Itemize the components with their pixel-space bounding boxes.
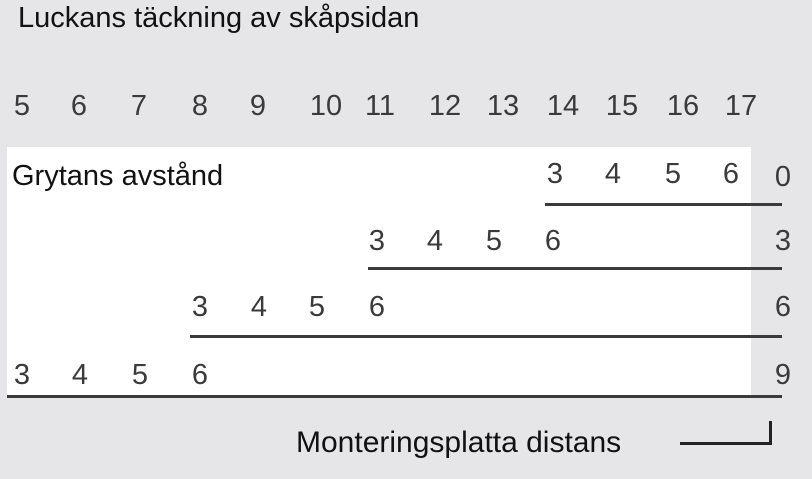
row-number: 3 xyxy=(546,158,564,190)
coverage-line xyxy=(7,395,782,398)
scale-number: 6 xyxy=(70,90,88,122)
row-number: 5 xyxy=(485,225,503,257)
row-number: 6 xyxy=(544,225,562,257)
scale-number: 11 xyxy=(364,90,396,122)
distance-value: 6 xyxy=(774,291,791,323)
scale-number: 16 xyxy=(666,90,700,122)
scale-number: 14 xyxy=(546,90,580,122)
row-number: 4 xyxy=(71,359,89,391)
coverage-line xyxy=(368,267,782,270)
scale-number: 17 xyxy=(724,90,758,122)
scale-number: 7 xyxy=(130,90,148,122)
scale-number: 10 xyxy=(309,90,343,122)
mounting-plate-distance-label: Monteringsplatta distans xyxy=(296,426,622,459)
row-number: 4 xyxy=(604,158,622,190)
row-number: 4 xyxy=(250,291,268,323)
scale-number: 9 xyxy=(249,90,267,122)
row-number: 4 xyxy=(426,225,444,257)
row-number: 6 xyxy=(191,359,209,391)
scale-number: 5 xyxy=(13,90,31,122)
scale-number: 12 xyxy=(428,90,462,122)
bracket-line xyxy=(769,421,772,445)
coverage-line xyxy=(190,335,782,338)
distance-value: 3 xyxy=(774,225,791,257)
scale-number: 13 xyxy=(486,90,520,122)
scale-number: 15 xyxy=(605,90,639,122)
row-number: 3 xyxy=(368,225,386,257)
row-number: 6 xyxy=(722,158,740,190)
row-number: 5 xyxy=(131,359,149,391)
row-number: 3 xyxy=(191,291,209,323)
pot-distance-label: Grytans avstånd xyxy=(12,160,224,192)
cabinet-side-coverage-title: Luckans täckning av skåpsidan xyxy=(18,2,420,34)
row-number: 5 xyxy=(308,291,326,323)
bracket-line xyxy=(680,442,772,445)
row-number: 6 xyxy=(368,291,386,323)
row-number: 5 xyxy=(664,158,682,190)
row-number: 3 xyxy=(13,359,31,391)
coverage-line xyxy=(545,203,782,206)
distance-value: 0 xyxy=(774,161,791,193)
scale-number: 8 xyxy=(191,90,209,122)
distance-value: 9 xyxy=(774,359,791,391)
